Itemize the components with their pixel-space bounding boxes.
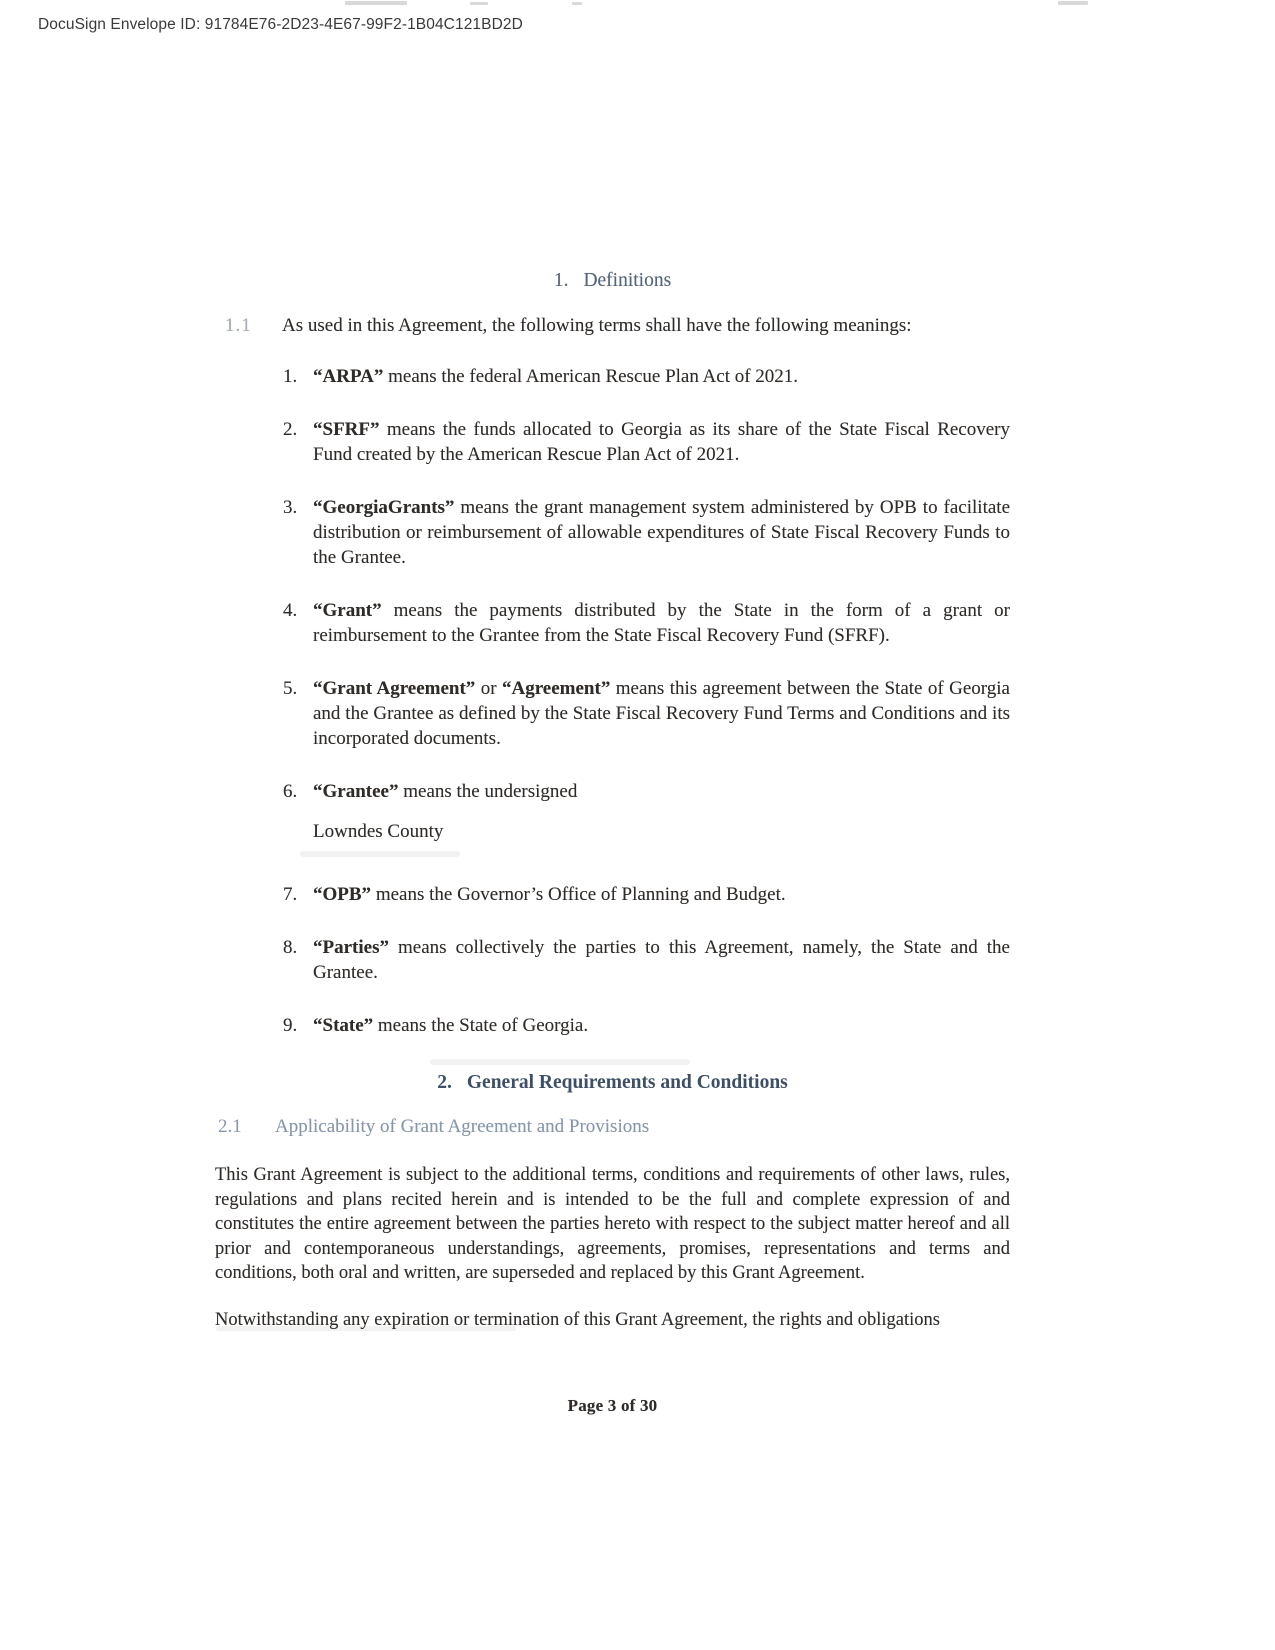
clause-1-1-number: 1.1 <box>225 315 252 336</box>
definition-item <box>283 779 1010 844</box>
definition-number: 4. <box>283 600 298 621</box>
docusign-envelope-id: DocuSign Envelope ID: 91784E76-2D23-4E67-99F2-1B04C121BD2D <box>38 16 523 33</box>
page-number-footer: Page 3 of 30 <box>567 1396 658 1415</box>
definition-item <box>283 882 1010 907</box>
definition-item <box>283 676 1010 751</box>
definition-number: 9. <box>283 1015 298 1036</box>
clause-2-1-number: 2.1 <box>218 1116 242 1137</box>
definition-item <box>283 1013 1010 1038</box>
section-1-title: Definitions <box>583 270 672 291</box>
definition-item <box>283 364 1010 389</box>
definition-number: 8. <box>283 937 298 958</box>
clause-2-1 <box>215 1114 1010 1139</box>
section-1-heading <box>215 268 1010 293</box>
definition-text: “Parties” means collectively the parties to this Agreement, namely, the State and the Grantee. <box>313 937 1010 983</box>
definition-number: 6. <box>283 781 298 802</box>
definition-text: “Grant” means the payments distributed by the State in the form of a grant or reimbursement to the Grantee from the State Fiscal Recovery Fund (SFRF). <box>313 600 1010 646</box>
definition-text: “Grant Agreement” or “Agreement” means this agreement between the State of Georgia and the Grantee as defined by the State Fiscal Recovery Fund Terms and Conditions and its incorporated documents. <box>313 678 1010 749</box>
definition-text: “SFRF” means the funds allocated to Georgia as its share of the State Fiscal Recovery Fund created by the American Rescue Plan Act of 2021. <box>313 419 1010 465</box>
definition-text: “State” means the State of Georgia. <box>313 1015 589 1036</box>
definition-number: 2. <box>283 419 298 440</box>
definition-item <box>283 495 1010 570</box>
definitions-list <box>283 364 1010 1038</box>
section-2-title: General Requirements and Conditions <box>466 1072 788 1093</box>
section-1-number: 1. <box>553 270 569 291</box>
clause-1-1-text: As used in this Agreement, the following terms shall have the following meanings: <box>282 315 912 336</box>
definition-text: “OPB” means the Governor’s Office of Planning and Budget. <box>313 884 786 905</box>
notwithstanding-paragraph: Notwithstanding any expiration or termination of this Grant Agreement, the rights and obligations <box>215 1309 940 1330</box>
definition-text: “ARPA” means the federal American Rescue Plan Act of 2021. <box>313 366 799 387</box>
clause-1-1 <box>215 313 1010 338</box>
definition-text: “Grantee” means the undersigned <box>313 781 578 802</box>
section-2-heading <box>215 1070 1010 1095</box>
applicability-paragraph: This Grant Agreement is subject to the additional terms, conditions and requirements of other laws, rules, regulations and plans recited herein and is intended to be the full and complete expression of and constitutes the entire agreement between the parties hereto with respect to the subject matter hereof and all prior and contemporaneous understandings, agreements, promises, representations and terms and conditions, both oral and written, are superseded and replaced by this Grant Agreement. <box>215 1165 1010 1283</box>
scan-artifact <box>1058 1 1088 5</box>
section-2-number: 2. <box>437 1072 452 1093</box>
definition-number: 5. <box>283 678 298 699</box>
definition-text: “GeorgiaGrants” means the grant management system administered by OPB to facilitate distribution or reimbursement of allowable expenditures of State Fiscal Recovery Funds to the Grantee. <box>313 497 1010 568</box>
definition-number: 3. <box>283 497 298 518</box>
definition-subline: Lowndes County <box>313 821 444 842</box>
document-body <box>215 0 1010 1416</box>
clause-2-1-text: Applicability of Grant Agreement and Provisions <box>275 1116 650 1137</box>
definition-number: 1. <box>283 366 298 387</box>
definition-item <box>283 417 1010 467</box>
definition-item <box>283 598 1010 648</box>
definition-number: 7. <box>283 884 298 905</box>
definition-item <box>283 935 1010 985</box>
